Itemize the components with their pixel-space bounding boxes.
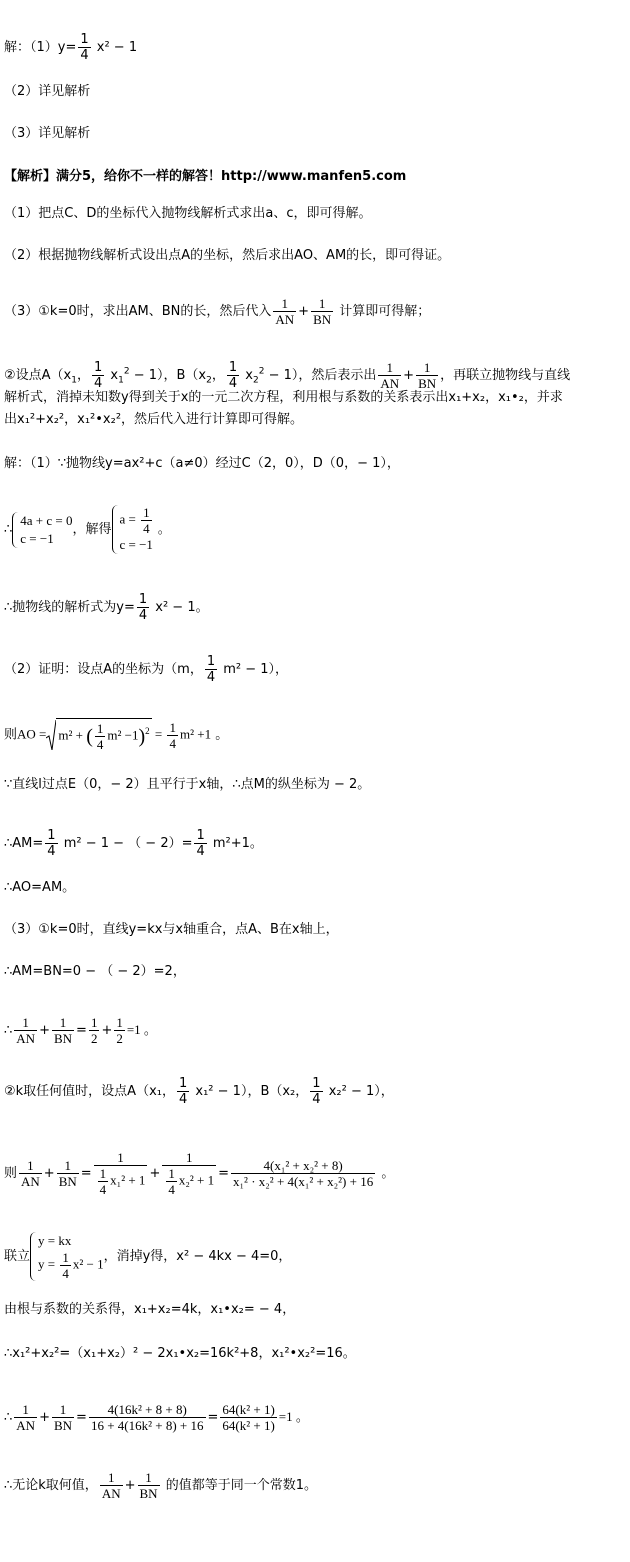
fraction-numerator: 1 xyxy=(80,32,89,47)
den: 2 xyxy=(116,1031,123,1046)
text: x² − 1 xyxy=(72,1256,104,1272)
den: AN xyxy=(380,376,400,391)
den: 4 xyxy=(196,844,205,859)
brace xyxy=(12,512,19,548)
num: 1 xyxy=(273,296,296,312)
fraction xyxy=(45,828,57,859)
analysis-p4-line3: 出x₁²+x₂²，x₁²•x₂²，然后代入进行计算即可得解。 xyxy=(4,412,304,427)
fraction xyxy=(310,1076,322,1107)
fraction-half xyxy=(89,1015,100,1046)
text: （2）证明：设点A的坐标为（m， xyxy=(4,662,203,677)
fraction xyxy=(92,360,104,391)
num: 1 xyxy=(52,1402,74,1418)
den: 4 xyxy=(312,1092,321,1107)
fraction xyxy=(205,654,217,685)
p4-text: − 1），然后表示出 xyxy=(264,368,377,383)
text: m² + xyxy=(58,727,87,743)
p4-text: − 1），B（x xyxy=(129,368,207,383)
den: 4 xyxy=(206,670,216,685)
den: BN xyxy=(139,1486,158,1501)
den: 4 xyxy=(228,376,238,391)
answer-line-2: （2）详见解析 xyxy=(4,84,91,99)
solution-s4 xyxy=(4,654,626,685)
analysis-p4-line2: 解析式，消掉未知数y得到关于x的一元二次方程，利用根与系数的关系表示出x₁+x₂，x₁•₂，并求 xyxy=(4,390,563,405)
fraction-1-bn xyxy=(57,1158,79,1189)
p4-text: ，再联立抛物线与直线 xyxy=(440,368,571,383)
num: 1 xyxy=(138,592,148,607)
den: 4 xyxy=(62,1266,69,1281)
fraction xyxy=(60,1250,71,1281)
text: ∴无论k取何值， xyxy=(4,1478,98,1493)
den: x₁² · x₂² + 4(x₁² + x₂²) + 16 xyxy=(233,1174,374,1189)
solution-s6: ∵直线l过点E（0，− 2）且平行于x轴，∴点M的纵坐标为 − 2。 xyxy=(4,777,371,792)
text: ，解得 xyxy=(72,522,112,537)
fraction xyxy=(194,828,206,859)
den: AN xyxy=(275,312,295,327)
analysis-p3: （3）①k=0时，求出AM、BN的长，然后代入 $\frac{1}{AN}$ + $\frac{1}{BN}$ 计算即可得解； xyxy=(4,296,431,327)
p4-text: x xyxy=(106,368,119,383)
num: 1 xyxy=(196,828,205,843)
solution-s18: ∴无论k取何值， $\frac{1}{AN}$ + $\frac{1}{BN}$ 的值都等于同一个常数1。 xyxy=(4,1470,317,1501)
num: 1 xyxy=(228,360,238,375)
num: 1 xyxy=(14,1015,37,1031)
num: 1 xyxy=(14,1402,37,1418)
text: m² −1 xyxy=(107,727,139,743)
text: x₁² + 1 xyxy=(110,1172,146,1188)
solution-s10: ∴AM=BN=0 − （ − 2）=2， xyxy=(4,964,186,979)
solution-s13: 则 $\frac{1}{AN}$ + $\frac{1}{BN}$ = 1 $\frac{1}{4}$ x₁² + 1 + 1 $\frac{1}{4}$ x₂² + 1 = $\frac{\text{4(x₁² + x₂² + 8)}}{\text{x₁² · x₂² + 4(x₁² + x₂²) + 16}}$ 。 xyxy=(4,1150,395,1197)
num: 1 xyxy=(62,1250,69,1265)
den xyxy=(94,1166,148,1197)
radical-sign-icon xyxy=(46,720,56,750)
equation-system xyxy=(12,512,72,548)
brace xyxy=(30,1232,37,1281)
text: 则AO = xyxy=(4,726,47,742)
therefore: ∴ xyxy=(4,1023,13,1038)
num: 1 xyxy=(178,1076,188,1091)
fraction-denominator: 4 xyxy=(80,48,89,63)
num: 1 xyxy=(52,1015,74,1031)
solution-s3 xyxy=(4,592,626,623)
num: 1 xyxy=(312,1076,321,1091)
den: BN xyxy=(53,1418,73,1433)
den: 2 xyxy=(90,1031,98,1046)
analysis-p2: （2）根据抛物线解析式设出点A的坐标，然后求出AO、AM的长，即可得证。 xyxy=(4,248,451,263)
num: 1 xyxy=(378,360,401,376)
num: 1 xyxy=(94,360,103,375)
den: 16 + 4(16k² + 8) + 16 xyxy=(90,1418,204,1433)
text: 的值都等于同一个常数1。 xyxy=(165,1478,317,1493)
num: 1 xyxy=(19,1158,42,1174)
text: 则 xyxy=(4,1166,18,1181)
num: 1 xyxy=(206,654,216,669)
text: ，消掉y得，x² − 4kx − 4=0， xyxy=(103,1249,292,1264)
fraction-compound xyxy=(94,1150,148,1197)
text: x₂² + 1 xyxy=(178,1172,215,1188)
text: y = xyxy=(38,1256,59,1272)
answer-line-3: （3）详见解析 xyxy=(4,126,91,141)
fraction xyxy=(95,721,106,752)
fraction-1-an xyxy=(14,1015,37,1046)
fraction-big xyxy=(89,1402,206,1433)
solution-s7 xyxy=(4,828,626,859)
fraction xyxy=(78,32,90,63)
text: x₁² − 1），B（x₂， xyxy=(191,1084,309,1099)
den: 4 xyxy=(169,735,176,751)
num: 1 xyxy=(169,719,176,735)
text: m² +1 xyxy=(179,726,212,742)
fraction-1-an xyxy=(100,1470,123,1501)
solution-s1: 解：（1）∵抛物线y=ax²+c（a≠0）经过C（2，0），D（0，− 1）， xyxy=(4,456,400,471)
equation: c = −1 xyxy=(119,537,153,552)
radicand: m² + ( $\frac{1}{4}$ m² −1)$^2$ xyxy=(56,718,151,752)
den: 4 xyxy=(178,1092,188,1107)
fraction xyxy=(166,1166,177,1197)
text: m² − 1 − （ − 2）= xyxy=(59,836,193,851)
solution-s9: （3）①k=0时，直线y=kx与x轴重合，点A、B在x轴上， xyxy=(4,922,339,937)
solution-s17: ∴ $\frac{1}{AN}$ + $\frac{1}{BN}$ = $\frac{\text{4(16k² + 8 + 8)}}{\text{16 + 4(16k² + 8) + 16}}$ = $\frac{\text{64(k² + 1)}}{\text{64(k² + 1)}}$ =1 。 xyxy=(4,1402,309,1433)
den xyxy=(162,1166,216,1197)
den: 4 xyxy=(94,376,103,391)
den: 4 xyxy=(143,521,150,536)
answer-1-suffix: x² − 1 xyxy=(92,40,138,55)
fraction-big xyxy=(231,1158,375,1189)
text: x₂² − 1）， xyxy=(324,1084,394,1099)
equation: y = kx xyxy=(38,1233,72,1248)
fraction-1-bn xyxy=(138,1470,160,1501)
text: 。 xyxy=(215,727,229,743)
fraction-1-bn xyxy=(311,296,333,327)
fraction-1-an xyxy=(14,1402,37,1433)
fraction-1-an xyxy=(273,296,296,327)
fraction-1-bn xyxy=(416,360,438,391)
den: 4 xyxy=(168,1182,175,1197)
den: BN xyxy=(313,312,332,327)
equation: c = −1 xyxy=(20,530,54,546)
fraction xyxy=(227,360,239,391)
num: 1 xyxy=(100,1470,123,1486)
text: m²+1。 xyxy=(208,836,263,851)
text: 联立 xyxy=(4,1249,31,1264)
equation xyxy=(38,1250,104,1281)
num: 1 xyxy=(162,1150,216,1166)
brace xyxy=(112,505,119,554)
text: ②k取任何值时，设点A（x₁， xyxy=(4,1084,175,1099)
p4-text: ②设点A（x xyxy=(4,368,72,383)
den: 4 xyxy=(99,1182,107,1197)
text: =1 。 xyxy=(278,1409,309,1424)
therefore: ∴ xyxy=(4,522,13,537)
solution-s5 xyxy=(4,718,626,752)
num: 1 xyxy=(143,505,150,520)
fraction-compound xyxy=(162,1150,216,1197)
den: AN xyxy=(16,1031,36,1046)
fraction xyxy=(177,1076,189,1107)
equation xyxy=(120,505,154,536)
num: 4(x₁² + x₂² + 8) xyxy=(231,1158,375,1174)
p4-text: ， xyxy=(76,368,90,383)
p3-suffix: 计算即可得解； xyxy=(339,304,431,319)
num: 1 xyxy=(96,721,104,736)
num: 4(16k² + 8 + 8) xyxy=(89,1402,206,1418)
num: 1 xyxy=(47,828,56,843)
text: 。 xyxy=(381,1166,395,1181)
solution-s8: ∴AO=AM。 xyxy=(4,880,76,895)
num: 1 xyxy=(57,1158,79,1174)
analysis-header: 【解析】满分5，给你不一样的解答！http://www.manfen5.com xyxy=(4,169,407,184)
den: BN xyxy=(58,1174,77,1189)
solution-s15: 由根与系数的关系得，x₁+x₂=4k，x₁•x₂= − 4， xyxy=(4,1302,296,1317)
text: x² − 1。 xyxy=(151,600,209,615)
analysis-p4-line1: ②设点$A(x_1$， $\frac{1}{4}$ $x_1^2 - 1$），$B(x_2$， $\frac{1}{4}$ $x_2^2 - 1$），然后表示出 $\frac{1}{AN}$ + $\frac{1}{BN}$ ，再联立抛物线与直线 xyxy=(4,360,571,391)
solution-s12 xyxy=(4,1076,626,1107)
num: 1 xyxy=(90,1015,98,1030)
den: AN xyxy=(16,1418,36,1433)
fraction-1-bn xyxy=(52,1015,74,1046)
fraction-1-an xyxy=(19,1158,42,1189)
den: 64(k² + 1) xyxy=(222,1418,275,1433)
num: 1 xyxy=(311,296,333,312)
text: =1 。 xyxy=(126,1022,157,1037)
fraction xyxy=(98,1166,109,1197)
fraction xyxy=(141,505,152,536)
p4-text: x xyxy=(241,368,253,383)
solution-s14 xyxy=(4,1232,626,1281)
den: 4 xyxy=(96,737,104,752)
den: BN xyxy=(53,1031,73,1046)
solution-s2 xyxy=(4,505,626,554)
num: 1 xyxy=(138,1470,160,1486)
num: 1 xyxy=(416,360,438,376)
num: 1 xyxy=(168,1166,175,1181)
text: a = xyxy=(119,511,140,527)
p3-text: （3）①k=0时，求出AM、BN的长，然后代入 xyxy=(4,304,272,319)
equation: 4a + c = 0 xyxy=(20,512,73,528)
num: 1 xyxy=(94,1150,148,1166)
den: 4 xyxy=(47,844,56,859)
den: AN xyxy=(101,1486,121,1501)
fraction xyxy=(167,720,178,751)
fraction xyxy=(137,592,149,623)
therefore: ∴ xyxy=(4,1410,13,1425)
text: = xyxy=(151,726,166,742)
fraction-half xyxy=(114,1015,125,1046)
text: ∴AM= xyxy=(4,836,44,851)
answer-line-1 xyxy=(4,32,626,63)
num: 64(k² + 1) xyxy=(222,1402,275,1417)
square-root xyxy=(46,718,151,752)
fraction-big xyxy=(220,1402,276,1433)
fraction-1-an xyxy=(378,360,401,391)
analysis-p1: （1）把点C、D的坐标代入抛物线解析式求出a、c，即可得解。 xyxy=(4,206,372,221)
equation-system xyxy=(30,1232,104,1281)
text: m² − 1）， xyxy=(219,662,289,677)
solution-system xyxy=(112,505,154,554)
fraction-1-bn xyxy=(52,1402,74,1433)
text: ∴抛物线的解析式为y= xyxy=(4,600,135,615)
num: 1 xyxy=(116,1015,123,1030)
den: BN xyxy=(418,376,437,391)
den: AN xyxy=(21,1174,40,1189)
solution-s16: ∴x₁²+x₂²=（x₁+x₂）² − 2x₁•x₂=16k²+8，x₁²•x₂²=16。 xyxy=(4,1346,356,1361)
num: 1 xyxy=(99,1166,107,1181)
text: 。 xyxy=(157,522,171,537)
answer-1-text: 解：（1）y= xyxy=(4,40,77,55)
den: 4 xyxy=(138,608,148,623)
solution-s11: ∴ $\frac{1}{AN}$ + $\frac{1}{BN}$ = $\frac{1}{2}$ + $\frac{1}{2}$ =1 。 xyxy=(4,1015,157,1046)
